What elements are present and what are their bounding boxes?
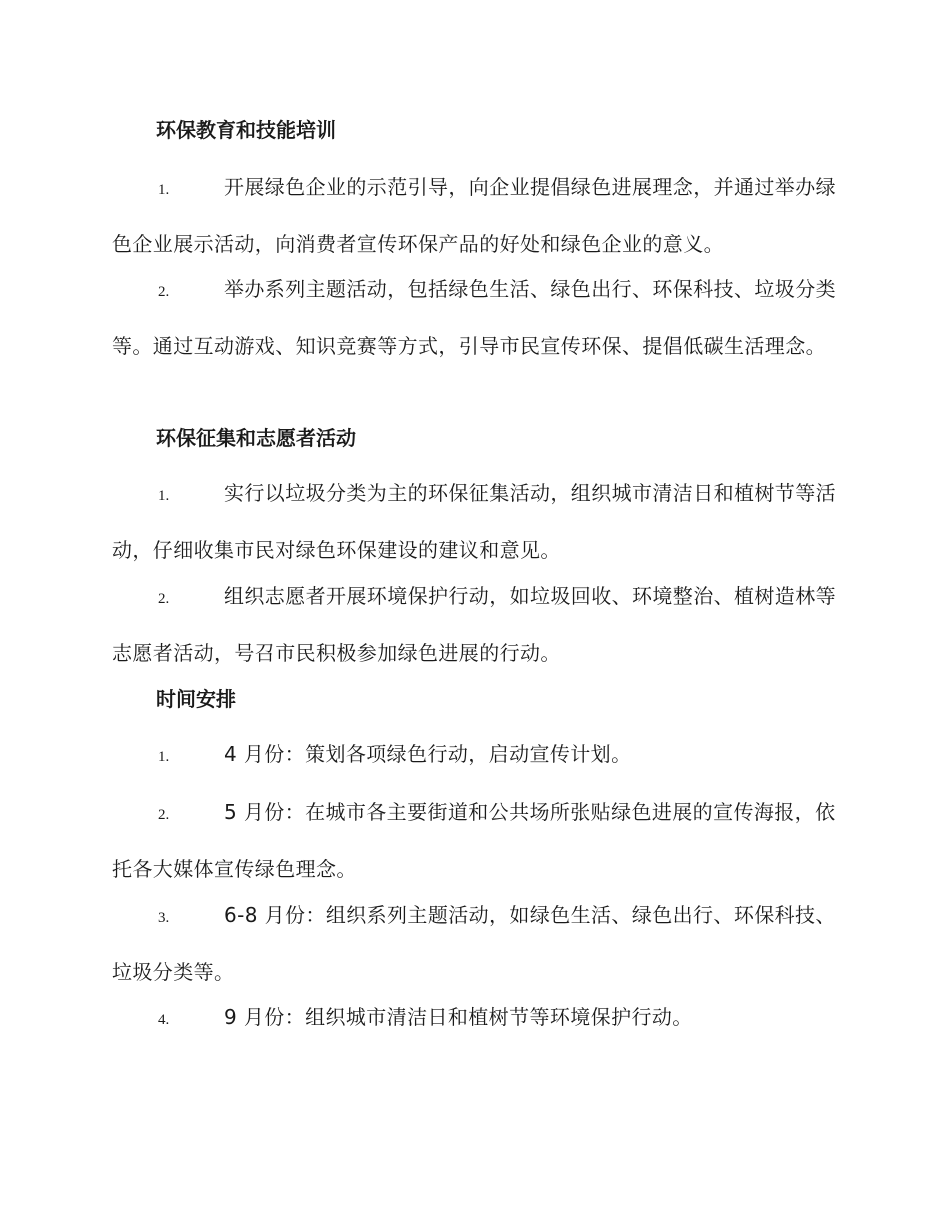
list-item (112, 569, 837, 680)
list-item (112, 727, 837, 784)
list-text: 6-8 月份：组织系列主题活动，如绿色生活、绿色出行、环保科技、垃圾分类等。 (112, 903, 836, 984)
list-text: 组织志愿者开展环境保护行动，如垃圾回收、环境整治、植树造林等志愿者活动，号召市民积极参加绿色进展的行动。 (112, 584, 836, 665)
list-text: 实行以垃圾分类为主的环保征集活动，组织城市清洁日和植树节等活动，仔细收集市民对绿色环保建设的建议和意见。 (112, 481, 836, 562)
section-heading: 环保教育和技能培训 (156, 118, 336, 142)
list-number: 2. (158, 284, 170, 300)
list-text: 4 月份：策划各项绿色行动，启动宣传计划。 (224, 742, 632, 766)
list-number: 1. (158, 749, 170, 765)
section-heading: 环保征集和志愿者活动 (156, 426, 356, 450)
list-text: 5 月份：在城市各主要街道和公共场所张贴绿色进展的宣传海报，依托各大媒体宣传绿色理念。 (112, 800, 836, 881)
list-number: 4. (158, 1012, 170, 1028)
list-item (112, 160, 837, 271)
list-item (112, 466, 837, 577)
list-text: 开展绿色企业的示范引导，向企业提倡绿色进展理念，并通过举办绿色企业展示活动，向消费者宣传环保产品的好处和绿色企业的意义。 (112, 175, 836, 256)
list-number: 2. (158, 807, 170, 823)
list-item (112, 262, 837, 373)
list-item (112, 990, 837, 1047)
list-number: 3. (158, 910, 170, 926)
list-item (112, 888, 837, 999)
list-text: 9 月份：组织城市清洁日和植树节等环境保护行动。 (224, 1005, 693, 1029)
list-number: 1. (158, 182, 170, 198)
list-item (112, 785, 837, 896)
list-number: 1. (158, 488, 170, 504)
list-text: 举办系列主题活动，包括绿色生活、绿色出行、环保科技、垃圾分类等。通过互动游戏、知识竞赛等方式，引导市民宣传环保、提倡低碳生活理念。 (112, 277, 836, 358)
section-heading: 时间安排 (156, 687, 236, 711)
list-number: 2. (158, 591, 170, 607)
